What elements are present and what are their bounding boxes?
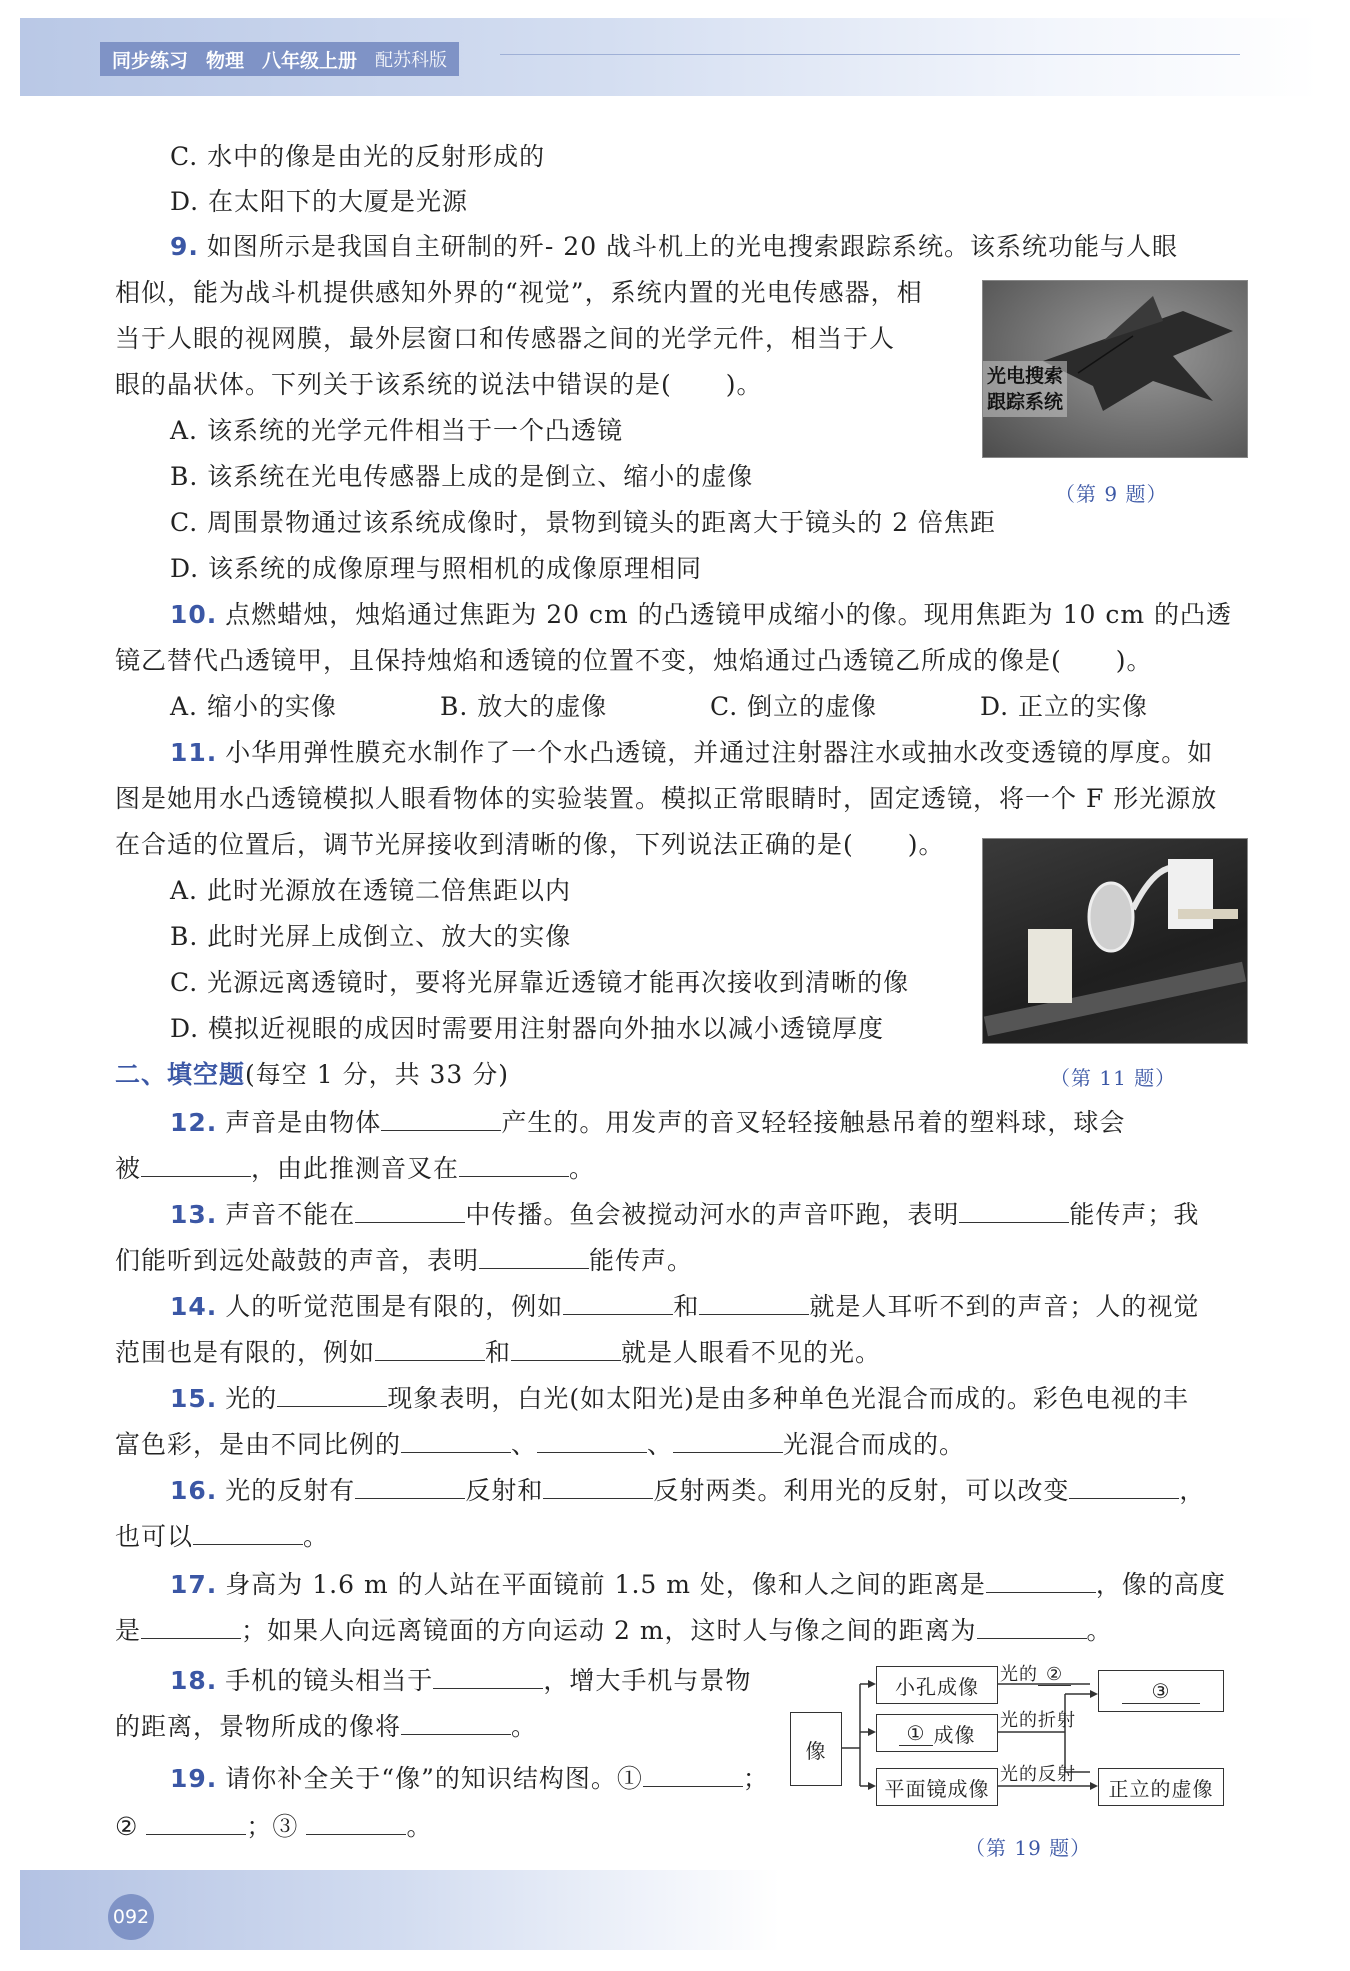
q9-stem-line-2: 相似，能为战斗机提供感知外界的“视觉”，系统内置的光电传感器，相	[115, 278, 923, 307]
q11-number: 11.	[170, 738, 218, 767]
diagram-arrow-label-1	[1000, 1660, 1071, 1686]
q14-text-f: 就是人眼看不见的光。	[621, 1338, 882, 1367]
fill-blank[interactable]	[699, 1288, 809, 1315]
q9-stem-line-4	[115, 368, 763, 402]
q17-line-2	[115, 1612, 1113, 1648]
diagram-blank-3[interactable]: ③	[1122, 1679, 1201, 1704]
diagram-arrow-label-3: 光的反射	[1000, 1764, 1076, 1785]
grade-label: 八年级上册	[262, 49, 358, 72]
q16-line-2	[115, 1518, 329, 1554]
fill-blank[interactable]	[537, 1426, 647, 1453]
lens-experiment-photo	[982, 838, 1248, 1044]
q15-text-e: 、	[647, 1430, 674, 1459]
q9-text-1: 如图所示是我国自主研制的歼- 20 战斗机上的光电搜索跟踪系统。该系统功能与人眼	[206, 232, 1179, 261]
page-number: 092	[108, 1894, 154, 1940]
q17-text-c: 是	[115, 1616, 142, 1645]
header-tab	[100, 42, 459, 76]
diagram-box-2-text: 成像	[933, 1722, 976, 1747]
fill-blank[interactable]	[375, 1334, 485, 1361]
q11-option-c: C. 光源远离透镜时，要将光屏靠近透镜才能再次接收到清晰的像	[170, 968, 910, 997]
photo-label-line-2: 跟踪系统	[987, 391, 1064, 413]
q10-text-1: 点燃蜡烛，烛焰通过焦距为 20 cm 的凸透镜甲成缩小的像。现用焦距为 10 cm 的凸透	[225, 600, 1233, 629]
fill-blank[interactable]	[306, 1808, 406, 1835]
q14-text-b: 和	[673, 1292, 700, 1321]
q9-option-d: D. 该系统的成像原理与照相机的成像原理相同	[170, 554, 703, 583]
fill-blank[interactable]	[193, 1518, 303, 1545]
q18-text-b: ，增大手机与景物	[543, 1666, 752, 1695]
fill-blank[interactable]	[959, 1196, 1069, 1223]
fill-blank[interactable]	[355, 1472, 465, 1499]
q11-stem-line-2: 图是她用水凸透镜模拟人眼看物体的实验装置。模拟正常眼睛时，固定透镜，将一个 F 形光源放	[115, 784, 1218, 813]
fill-blank[interactable]	[277, 1380, 387, 1407]
q13-text-d: 们能听到远处敲鼓的声音，表明	[115, 1246, 480, 1275]
q18-line-1	[170, 1662, 751, 1698]
figure-caption-q11: （第 11 题）	[1050, 1066, 1177, 1090]
fill-blank[interactable]	[543, 1472, 653, 1499]
q19-text-b: ；	[742, 1764, 769, 1793]
section-note: (每空 1 分，共 33 分)	[245, 1060, 510, 1089]
q18-line-2	[115, 1708, 537, 1744]
fill-blank[interactable]	[141, 1612, 241, 1639]
q16-line-1	[170, 1472, 1205, 1508]
q14-number: 14.	[170, 1292, 218, 1321]
q9-text-4: 眼的晶状体。下列关于该系统的说法中错误的是(	[115, 370, 672, 399]
diagram-box-blank-3	[1098, 1670, 1224, 1712]
fill-blank[interactable]	[1069, 1472, 1179, 1499]
q12-line-1	[170, 1104, 1125, 1140]
q14-line-1	[170, 1288, 1199, 1324]
q19-text-d: ；③	[246, 1812, 299, 1841]
fill-blank[interactable]	[401, 1426, 511, 1453]
fill-blank[interactable]	[381, 1104, 501, 1131]
q10-text-2-end: )。	[1115, 646, 1153, 675]
q16-text-c: 反射两类。利用光的反射，可以改变	[653, 1476, 1070, 1505]
diagram-box-upright-virtual: 正立的虚像	[1098, 1768, 1224, 1806]
q14-line-2	[115, 1334, 881, 1370]
header-rule	[500, 54, 1240, 55]
q8-option-c: C. 水中的像是由光的反射形成的	[170, 142, 546, 171]
q13-text-a: 声音不能在	[225, 1200, 356, 1229]
q13-text-c: 能传声；我	[1069, 1200, 1200, 1229]
diagram-root-box: 像	[790, 1712, 842, 1786]
q18-text-c: 的距离，景物所成的像将	[115, 1712, 402, 1741]
q15-number: 15.	[170, 1384, 218, 1413]
q17-line-1	[170, 1566, 1226, 1602]
fighter-jet-photo	[982, 280, 1248, 458]
q19-number: 19.	[170, 1764, 218, 1793]
fill-blank[interactable]	[986, 1566, 1096, 1593]
q11-stem-line-3	[115, 828, 945, 862]
fill-blank[interactable]	[141, 1150, 251, 1177]
q15-line-1	[170, 1380, 1189, 1416]
q15-text-c: 富色彩，是由不同比例的	[115, 1430, 402, 1459]
arrow-label-1-text: 光的	[1000, 1664, 1038, 1685]
q17-text-d: ；如果人向远离镜面的方向运动 2 m，这时人与像之间的距离为	[241, 1616, 977, 1645]
fill-blank[interactable]	[977, 1612, 1087, 1639]
q9-option-b: B. 该系统在光电传感器上成的是倒立、缩小的虚像	[170, 462, 754, 491]
q14-text-e: 和	[485, 1338, 512, 1367]
q12-text-e: 。	[569, 1154, 596, 1183]
q13-line-2	[115, 1242, 693, 1278]
section-heading	[115, 1058, 509, 1092]
q14-text-d: 范围也是有限的，例如	[115, 1338, 376, 1367]
q13-line-1	[170, 1196, 1199, 1232]
q9-stem-line-1	[170, 230, 1178, 264]
diagram-arrow-label-2: 光的折射	[1000, 1710, 1076, 1731]
q17-text-b: ，像的高度	[1095, 1570, 1226, 1599]
q15-text-a: 光的	[225, 1384, 278, 1413]
q10-option-a: A. 缩小的实像	[170, 692, 337, 721]
q15-text-f: 光混合而成的。	[783, 1430, 966, 1459]
q12-text-b: 产生的。用发声的音叉轻轻接触悬吊着的塑料球，球会	[501, 1108, 1126, 1137]
q13-text-e: 能传声。	[589, 1246, 694, 1275]
q11-text-3-end: )。	[907, 830, 945, 859]
q17-number: 17.	[170, 1570, 218, 1599]
q12-text-d: ，由此推测音叉在	[251, 1154, 460, 1183]
q16-number: 16.	[170, 1476, 218, 1505]
diagram-blank-2[interactable]: ②	[1038, 1664, 1071, 1686]
q16-text-b: 反射和	[465, 1476, 544, 1505]
knowledge-structure-diagram	[790, 1660, 1250, 1820]
q10-stem-line-1	[170, 598, 1232, 632]
q11-text-1: 小华用弹性膜充水制作了一个水凸透镜，并通过注射器注水或抽水改变透镜的厚度。如	[225, 738, 1214, 767]
q19-text-a: 请你补全关于“像”的知识结构图。①	[225, 1764, 643, 1793]
q9-number: 9.	[170, 232, 199, 261]
fill-blank[interactable]	[511, 1334, 621, 1361]
fill-blank[interactable]	[146, 1808, 246, 1835]
q10-option-c: C. 倒立的虚像	[710, 692, 878, 721]
figure-caption-q9: （第 9 题）	[1055, 482, 1168, 506]
q17-text-e: 。	[1086, 1616, 1113, 1645]
q13-number: 13.	[170, 1200, 218, 1229]
section-title: 二、填空题	[115, 1060, 246, 1089]
q11-option-a: A. 此时光源放在透镜二倍焦距以内	[170, 876, 571, 905]
q10-number: 10.	[170, 600, 218, 629]
q16-text-e: 也可以	[115, 1522, 194, 1551]
diagram-box-pinhole: 小孔成像	[876, 1666, 998, 1704]
q9-option-c: C. 周围景物通过该系统成像时，景物到镜头的距离大于镜头的 2 倍焦距	[170, 508, 996, 537]
q10-text-2: 镜乙替代凸透镜甲，且保持烛焰和透镜的位置不变，烛焰通过凸透镜乙所成的像是(	[115, 646, 1062, 675]
q16-text-f: 。	[303, 1522, 330, 1551]
q9-option-a: A. 该系统的光学元件相当于一个凸透镜	[170, 416, 623, 445]
q15-text-d: 、	[511, 1430, 538, 1459]
q9-stem-line-3: 当于人眼的视网膜，最外层窗口和传感器之间的光学元件，相当于人	[115, 324, 896, 353]
q19-text-e: 。	[406, 1812, 433, 1841]
fill-blank[interactable]	[355, 1196, 465, 1223]
q18-text-d: 。	[511, 1712, 538, 1741]
fill-blank[interactable]	[459, 1150, 569, 1177]
q19-line-2	[115, 1808, 432, 1844]
fill-blank[interactable]	[673, 1426, 783, 1453]
q9-text-4-end: )。	[725, 370, 763, 399]
fill-blank[interactable]	[643, 1760, 743, 1787]
q15-line-2	[115, 1426, 965, 1462]
q10-option-d: D. 正立的实像	[980, 692, 1149, 721]
q11-option-b: B. 此时光屏上成倒立、放大的实像	[170, 922, 572, 951]
photo-label	[983, 361, 1067, 417]
fill-blank[interactable]	[401, 1708, 511, 1735]
q11-option-d: D. 模拟近视眼的成因时需要用注射器向外抽水以减小透镜厚度	[170, 1014, 885, 1043]
q8-option-d: D. 在太阳下的大厦是光源	[170, 187, 469, 216]
q12-text-a: 声音是由物体	[225, 1108, 382, 1137]
q12-number: 12.	[170, 1108, 218, 1137]
q11-stem-line-1	[170, 736, 1213, 770]
fill-blank[interactable]	[433, 1662, 543, 1689]
q14-text-a: 人的听觉范围是有限的，例如	[225, 1292, 564, 1321]
q19-line-1	[170, 1760, 769, 1796]
diagram-box-plane-mirror: 平面镜成像	[876, 1768, 998, 1806]
q18-number: 18.	[170, 1666, 218, 1695]
q12-text-c: 被	[115, 1154, 142, 1183]
q16-text-d: ，	[1179, 1476, 1206, 1505]
q17-text-a: 身高为 1.6 m 的人站在平面镜前 1.5 m 处，像和人之间的距离是	[225, 1570, 986, 1599]
subject-label: 物理	[206, 49, 245, 72]
fill-blank[interactable]	[479, 1242, 589, 1269]
figure-caption-q19: （第 19 题）	[965, 1836, 1092, 1860]
edition-label: 配苏科版	[375, 50, 448, 71]
q15-text-b: 现象表明，白光(如太阳光)是由多种单色光混合而成的。彩色电视的丰	[387, 1384, 1189, 1413]
photo-label-line-1: 光电搜索	[987, 365, 1064, 387]
q10-stem-line-2	[115, 644, 1153, 678]
q19-text-c: ②	[115, 1812, 139, 1841]
q12-line-2	[115, 1150, 595, 1186]
q16-text-a: 光的反射有	[225, 1476, 356, 1505]
book-title: 同步练习	[112, 49, 189, 72]
q10-option-b: B. 放大的虚像	[440, 692, 608, 721]
fill-blank[interactable]	[563, 1288, 673, 1315]
diagram-box-blank-1	[876, 1714, 998, 1752]
q18-text-a: 手机的镜头相当于	[225, 1666, 434, 1695]
lens-apparatus-illustration	[983, 839, 1247, 1043]
q14-text-c: 就是人耳听不到的声音；人的视觉	[809, 1292, 1200, 1321]
q11-text-3: 在合适的位置后，调节光屏接收到清晰的像，下列说法正确的是(	[115, 830, 854, 859]
diagram-blank-1[interactable]: ①	[899, 1721, 934, 1746]
q13-text-b: 中传播。鱼会被搅动河水的声音吓跑，表明	[465, 1200, 960, 1229]
